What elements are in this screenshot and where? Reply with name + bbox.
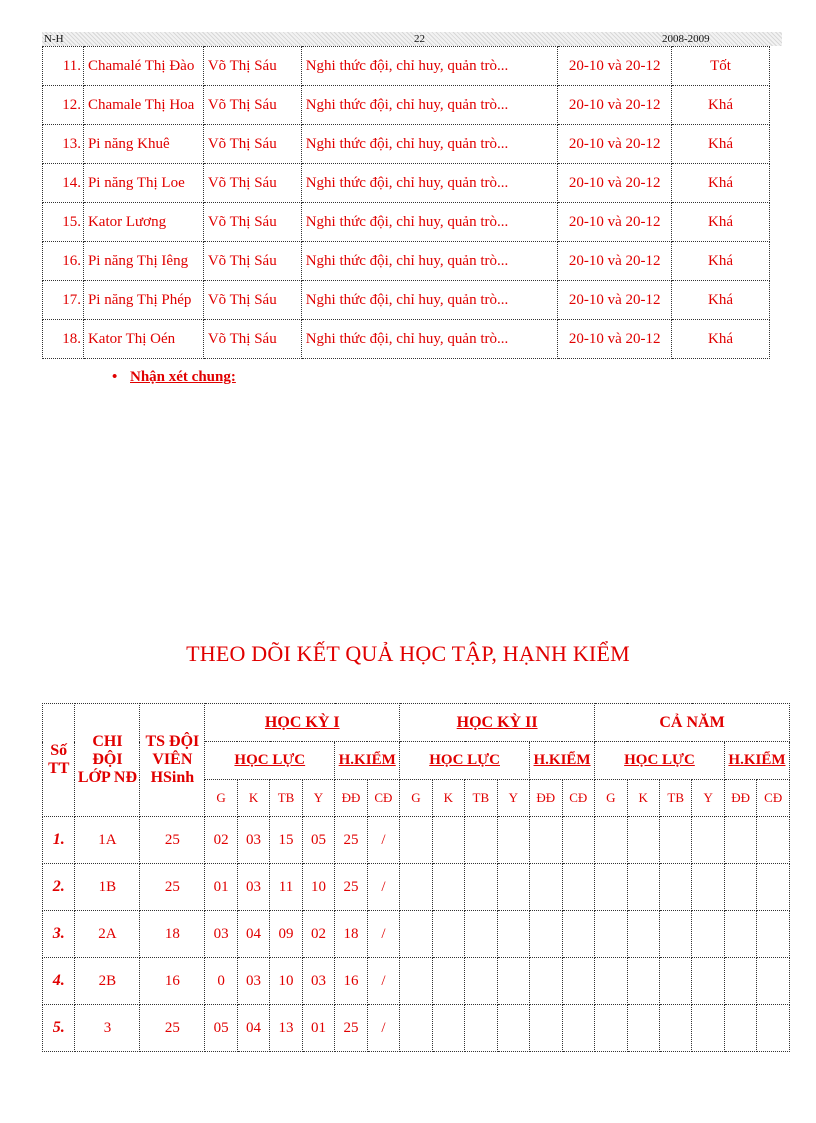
hk1-value: 25 bbox=[335, 1005, 367, 1052]
training-date: 20-10 và 20-12 bbox=[558, 242, 672, 281]
member-count: 25 bbox=[140, 817, 205, 864]
empty-cell bbox=[757, 1005, 790, 1052]
hk1-value: 03 bbox=[237, 817, 269, 864]
rating: Khá bbox=[672, 320, 770, 359]
hk2-hoc-luc: HỌC LỰC bbox=[400, 742, 530, 780]
student-row bbox=[43, 203, 770, 242]
hk1-value: 03 bbox=[205, 911, 237, 958]
rating: Khá bbox=[672, 86, 770, 125]
col-ca-nam: CẢ NĂM bbox=[595, 704, 790, 742]
training-date: 20-10 và 20-12 bbox=[558, 47, 672, 86]
empty-cell bbox=[432, 817, 464, 864]
team-name: Võ Thị Sáu bbox=[203, 47, 301, 86]
team-name: Võ Thị Sáu bbox=[203, 320, 301, 359]
hk1-value: 01 bbox=[302, 1005, 334, 1052]
empty-cell bbox=[627, 911, 659, 958]
hk1-value: 04 bbox=[237, 1005, 269, 1052]
empty-cell bbox=[595, 958, 627, 1005]
class-name: 3 bbox=[75, 1005, 140, 1052]
empty-cell bbox=[400, 864, 432, 911]
empty-cell bbox=[465, 1005, 497, 1052]
canam-sub-col: K bbox=[627, 780, 659, 817]
hk2-sub-col: G bbox=[400, 780, 432, 817]
row-number: 1. bbox=[43, 817, 75, 864]
class-name: 1A bbox=[75, 817, 140, 864]
remark-label: Nhận xét chung: bbox=[130, 369, 236, 385]
training-content: Nghi thức đội, chỉ huy, quản trò... bbox=[301, 320, 558, 359]
member-count: 25 bbox=[140, 1005, 205, 1052]
student-number: 15. bbox=[43, 203, 84, 242]
hk2-sub-col: TB bbox=[465, 780, 497, 817]
empty-cell bbox=[659, 911, 691, 958]
row-number: 2. bbox=[43, 864, 75, 911]
student-name: Pi năng Khuê bbox=[83, 125, 203, 164]
hk1-sub-col: TB bbox=[270, 780, 302, 817]
empty-cell bbox=[595, 864, 627, 911]
training-date: 20-10 và 20-12 bbox=[558, 164, 672, 203]
student-name: Chamalé Thị Đào bbox=[83, 47, 203, 86]
hk1-sub-col: G bbox=[205, 780, 237, 817]
hk1-sub-col: ĐĐ bbox=[335, 780, 367, 817]
training-content: Nghi thức đội, chỉ huy, quản trò... bbox=[301, 47, 558, 86]
student-number: 18. bbox=[43, 320, 84, 359]
rating: Khá bbox=[672, 164, 770, 203]
canam-hanh-kiem: H.KIỂM bbox=[724, 742, 789, 780]
empty-cell bbox=[692, 1005, 724, 1052]
empty-cell bbox=[595, 1005, 627, 1052]
class-name: 2A bbox=[75, 911, 140, 958]
student-activity-table bbox=[42, 46, 770, 359]
empty-cell bbox=[432, 864, 464, 911]
class-name: 1B bbox=[75, 864, 140, 911]
col-stt: Số TT bbox=[43, 704, 75, 817]
student-number: 14. bbox=[43, 164, 84, 203]
empty-cell bbox=[400, 817, 432, 864]
empty-cell bbox=[562, 911, 595, 958]
col-chi-doi: CHI ĐỘI LỚP NĐ bbox=[75, 704, 140, 817]
empty-cell bbox=[692, 864, 724, 911]
hk1-value: 02 bbox=[302, 911, 334, 958]
training-date: 20-10 và 20-12 bbox=[558, 86, 672, 125]
hk2-hanh-kiem: H.KIỂM bbox=[530, 742, 595, 780]
empty-cell bbox=[432, 1005, 464, 1052]
training-content: Nghi thức đội, chỉ huy, quản trò... bbox=[301, 164, 558, 203]
canam-sub-col: G bbox=[595, 780, 627, 817]
section-title: THEO DÕI KẾT QUẢ HỌC TẬP, HẠNH KIỂM bbox=[186, 641, 630, 666]
empty-cell bbox=[530, 817, 562, 864]
hk1-value: 05 bbox=[302, 817, 334, 864]
training-content: Nghi thức đội, chỉ huy, quản trò... bbox=[301, 125, 558, 164]
hk1-value: 04 bbox=[237, 911, 269, 958]
empty-cell bbox=[497, 817, 529, 864]
empty-cell bbox=[530, 1005, 562, 1052]
canam-hoc-luc: HỌC LỰC bbox=[595, 742, 725, 780]
result-row bbox=[43, 864, 790, 911]
result-row bbox=[43, 817, 790, 864]
result-row bbox=[43, 911, 790, 958]
student-number: 13. bbox=[43, 125, 84, 164]
rating: Khá bbox=[672, 281, 770, 320]
empty-cell bbox=[659, 1005, 691, 1052]
hk1-value: 10 bbox=[302, 864, 334, 911]
team-name: Võ Thị Sáu bbox=[203, 125, 301, 164]
canam-sub-col: TB bbox=[659, 780, 691, 817]
empty-cell bbox=[724, 864, 756, 911]
student-name: Pi năng Thị Loe bbox=[83, 164, 203, 203]
team-name: Võ Thị Sáu bbox=[203, 86, 301, 125]
hk1-hanh-kiem: H.KIỂM bbox=[335, 742, 400, 780]
empty-cell bbox=[465, 817, 497, 864]
col-ts-doi-vien: TS ĐỘI VIÊN HSinh bbox=[140, 704, 205, 817]
student-name: Chamale Thị Hoa bbox=[83, 86, 203, 125]
team-name: Võ Thị Sáu bbox=[203, 164, 301, 203]
empty-cell bbox=[497, 864, 529, 911]
rating: Khá bbox=[672, 242, 770, 281]
empty-cell bbox=[562, 864, 595, 911]
training-content: Nghi thức đội, chỉ huy, quản trò... bbox=[301, 281, 558, 320]
student-name: Pi năng Thị Iêng bbox=[83, 242, 203, 281]
hk1-sub-col: Y bbox=[302, 780, 334, 817]
bullet-icon: • bbox=[112, 369, 118, 385]
hk2-sub-col: ĐĐ bbox=[530, 780, 562, 817]
header-left-label: N-H bbox=[44, 33, 64, 45]
empty-cell bbox=[497, 1005, 529, 1052]
student-row bbox=[43, 281, 770, 320]
canam-sub-col: Y bbox=[692, 780, 724, 817]
member-count: 18 bbox=[140, 911, 205, 958]
hk1-value: 03 bbox=[237, 864, 269, 911]
hk1-sub-col: K bbox=[237, 780, 269, 817]
empty-cell bbox=[595, 817, 627, 864]
team-name: Võ Thị Sáu bbox=[203, 203, 301, 242]
student-row bbox=[43, 125, 770, 164]
empty-cell bbox=[659, 958, 691, 1005]
empty-cell bbox=[530, 911, 562, 958]
student-row bbox=[43, 86, 770, 125]
rating: Tốt bbox=[672, 47, 770, 86]
page-header-bar bbox=[42, 32, 782, 46]
row-number: 3. bbox=[43, 911, 75, 958]
empty-cell bbox=[724, 911, 756, 958]
training-date: 20-10 và 20-12 bbox=[558, 203, 672, 242]
col-hoc-ky-2: HỌC KỲ II bbox=[400, 704, 595, 742]
student-name: Pi năng Thị Phép bbox=[83, 281, 203, 320]
empty-cell bbox=[659, 864, 691, 911]
canam-sub-col: CĐ bbox=[757, 780, 790, 817]
hk1-value: 09 bbox=[270, 911, 302, 958]
empty-cell bbox=[562, 817, 595, 864]
empty-cell bbox=[757, 817, 790, 864]
hk1-value: / bbox=[367, 958, 399, 1005]
team-name: Võ Thị Sáu bbox=[203, 281, 301, 320]
member-count: 25 bbox=[140, 864, 205, 911]
empty-cell bbox=[724, 958, 756, 1005]
training-content: Nghi thức đội, chỉ huy, quản trò... bbox=[301, 86, 558, 125]
student-row bbox=[43, 47, 770, 86]
student-row bbox=[43, 164, 770, 203]
result-row bbox=[43, 958, 790, 1005]
empty-cell bbox=[757, 958, 790, 1005]
col-hoc-ky-1: HỌC KỲ I bbox=[205, 704, 400, 742]
empty-cell bbox=[562, 1005, 595, 1052]
hk1-value: 11 bbox=[270, 864, 302, 911]
empty-cell bbox=[692, 817, 724, 864]
hk1-value: 02 bbox=[205, 817, 237, 864]
general-remark bbox=[112, 369, 236, 386]
empty-cell bbox=[465, 864, 497, 911]
hk1-value: 03 bbox=[237, 958, 269, 1005]
hk1-value: / bbox=[367, 1005, 399, 1052]
empty-cell bbox=[659, 817, 691, 864]
hk1-value: 25 bbox=[335, 817, 367, 864]
page-number: 22 bbox=[414, 33, 425, 45]
canam-sub-col: ĐĐ bbox=[724, 780, 756, 817]
empty-cell bbox=[627, 817, 659, 864]
student-number: 17. bbox=[43, 281, 84, 320]
hk1-value: 01 bbox=[205, 864, 237, 911]
empty-cell bbox=[757, 864, 790, 911]
student-number: 12. bbox=[43, 86, 84, 125]
hk1-value: 18 bbox=[335, 911, 367, 958]
empty-cell bbox=[627, 958, 659, 1005]
empty-cell bbox=[400, 958, 432, 1005]
hk1-value: 05 bbox=[205, 1005, 237, 1052]
rating: Khá bbox=[672, 203, 770, 242]
student-number: 16. bbox=[43, 242, 84, 281]
training-date: 20-10 và 20-12 bbox=[558, 281, 672, 320]
member-count: 16 bbox=[140, 958, 205, 1005]
hk1-value: 16 bbox=[335, 958, 367, 1005]
empty-cell bbox=[562, 958, 595, 1005]
student-name: Kator Thị Oén bbox=[83, 320, 203, 359]
empty-cell bbox=[692, 911, 724, 958]
empty-cell bbox=[497, 958, 529, 1005]
result-row bbox=[43, 1005, 790, 1052]
training-date: 20-10 và 20-12 bbox=[558, 320, 672, 359]
empty-cell bbox=[595, 911, 627, 958]
training-content: Nghi thức đội, chỉ huy, quản trò... bbox=[301, 203, 558, 242]
empty-cell bbox=[724, 1005, 756, 1052]
hk1-value: 10 bbox=[270, 958, 302, 1005]
empty-cell bbox=[400, 911, 432, 958]
empty-cell bbox=[530, 958, 562, 1005]
empty-cell bbox=[627, 864, 659, 911]
empty-cell bbox=[497, 911, 529, 958]
training-content: Nghi thức đội, chỉ huy, quản trò... bbox=[301, 242, 558, 281]
empty-cell bbox=[400, 1005, 432, 1052]
empty-cell bbox=[724, 817, 756, 864]
hk2-sub-col: CĐ bbox=[562, 780, 595, 817]
empty-cell bbox=[465, 958, 497, 1005]
empty-cell bbox=[627, 1005, 659, 1052]
hk1-value: 15 bbox=[270, 817, 302, 864]
empty-cell bbox=[757, 911, 790, 958]
student-row bbox=[43, 242, 770, 281]
student-number: 11. bbox=[43, 47, 84, 86]
empty-cell bbox=[432, 911, 464, 958]
empty-cell bbox=[692, 958, 724, 1005]
hk2-sub-col: K bbox=[432, 780, 464, 817]
hk1-value: 03 bbox=[302, 958, 334, 1005]
hk1-value: 13 bbox=[270, 1005, 302, 1052]
school-year: 2008-2009 bbox=[662, 33, 710, 45]
hk1-value: / bbox=[367, 911, 399, 958]
hk2-sub-col: Y bbox=[497, 780, 529, 817]
hk1-value: / bbox=[367, 817, 399, 864]
class-name: 2B bbox=[75, 958, 140, 1005]
hk1-value: 25 bbox=[335, 864, 367, 911]
student-name: Kator Lương bbox=[83, 203, 203, 242]
team-name: Võ Thị Sáu bbox=[203, 242, 301, 281]
row-number: 5. bbox=[43, 1005, 75, 1052]
hk1-hoc-luc: HỌC LỰC bbox=[205, 742, 335, 780]
results-table bbox=[42, 703, 790, 1052]
row-number: 4. bbox=[43, 958, 75, 1005]
hk1-value: / bbox=[367, 864, 399, 911]
empty-cell bbox=[465, 911, 497, 958]
rating: Khá bbox=[672, 125, 770, 164]
student-row bbox=[43, 320, 770, 359]
hk1-value: 0 bbox=[205, 958, 237, 1005]
hk1-sub-col: CĐ bbox=[367, 780, 399, 817]
empty-cell bbox=[432, 958, 464, 1005]
empty-cell bbox=[530, 864, 562, 911]
training-date: 20-10 và 20-12 bbox=[558, 125, 672, 164]
